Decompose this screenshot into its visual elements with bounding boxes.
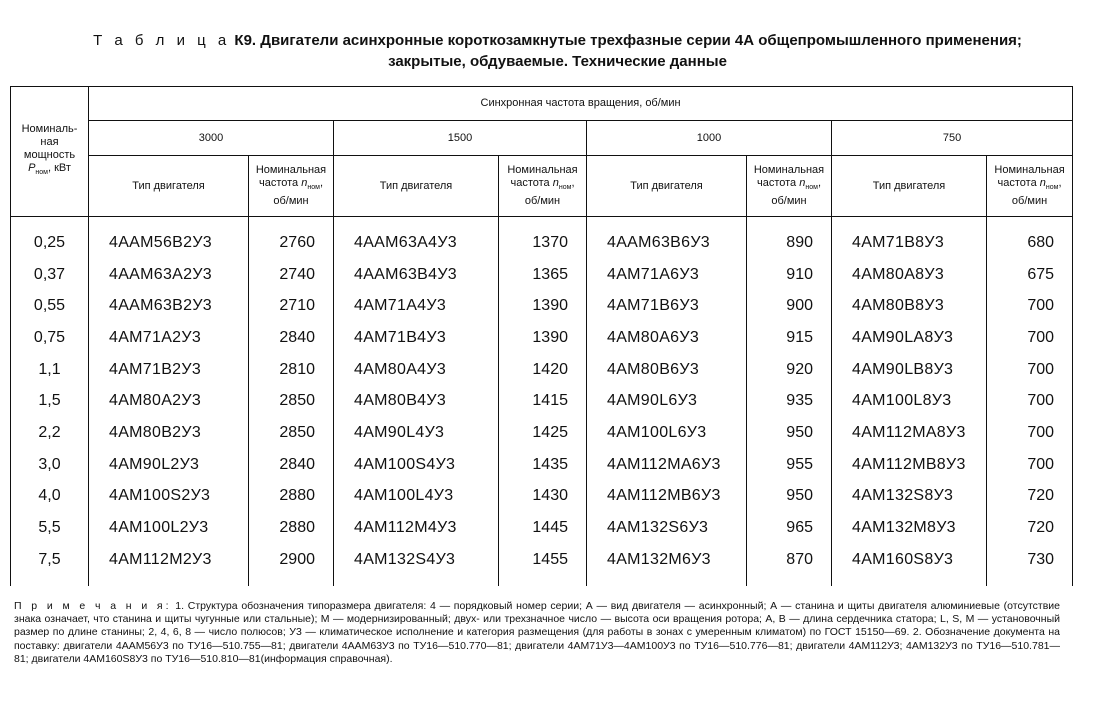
motor-type-cell: 4АМ80В6У3 — [587, 354, 747, 386]
nominal-speed-subscript: ном — [307, 184, 320, 192]
type-header-1500: Тип двигателя — [334, 156, 499, 217]
nominal-speed-word: частота — [259, 177, 299, 190]
nominal-speed-cell: 2900 — [249, 544, 334, 586]
nominal-speed-header-1500 — [499, 156, 587, 217]
nominal-speed-cell: 1365 — [499, 259, 587, 291]
type-header-3000: Тип двигателя — [89, 156, 249, 217]
power-header-line-2: ная — [40, 136, 59, 149]
motor-data-table — [10, 86, 1073, 586]
table-notes — [14, 600, 1060, 666]
motor-type-cell: 4АМ100L4У3 — [334, 481, 499, 513]
nominal-speed-cell: 2840 — [249, 322, 334, 354]
motor-type-cell: 4АМ112МВ6У3 — [587, 481, 747, 513]
nominal-speed-subscript: ном — [1045, 184, 1059, 192]
nominal-speed-cell: 700 — [987, 449, 1073, 481]
motor-type-cell: 4АМ132S8У3 — [832, 481, 987, 513]
table-row — [11, 544, 1073, 586]
table-row — [11, 417, 1073, 449]
motor-type-cell: 4АМ100S4У3 — [334, 449, 499, 481]
nominal-speed-unit: об/мин — [524, 194, 561, 207]
nominal-speed-header-1000 — [747, 156, 832, 217]
power-cell: 0,75 — [11, 322, 89, 354]
motor-type-cell: 4АМ90LB8У3 — [832, 354, 987, 386]
motor-type-cell: 4АМ71В8У3 — [832, 217, 987, 259]
nominal-speed-line-2: частота $n_{ном}$, — [757, 177, 821, 192]
nominal-speed-cell: 700 — [987, 290, 1073, 322]
speed-group-1500: 1500 — [334, 121, 587, 156]
nominal-speed-cell: 1420 — [499, 354, 587, 386]
nominal-speed-cell: 700 — [987, 385, 1073, 417]
nominal-speed-cell: 730 — [987, 544, 1073, 586]
nominal-speed-cell: 900 — [747, 290, 832, 322]
motor-type-cell: 4АМ80В4У3 — [334, 385, 499, 417]
nominal-speed-cell: 915 — [747, 322, 832, 354]
motor-type-cell: 4АМ132S4У3 — [334, 544, 499, 586]
nominal-speed-cell: 2880 — [249, 512, 334, 544]
speed-group-1000: 1000 — [587, 121, 832, 156]
power-cell: 2,2 — [11, 417, 89, 449]
motor-type-cell: 4ААМ63В2У3 — [89, 290, 249, 322]
motor-type-cell: 4АМ90L6У3 — [587, 385, 747, 417]
nominal-speed-cell: 955 — [747, 449, 832, 481]
speed-group-750: 750 — [832, 121, 1073, 156]
motor-type-cell: 4АМ100L8У3 — [832, 385, 987, 417]
motor-type-cell: 4АМ160S8У3 — [832, 544, 987, 586]
motor-type-cell: 4АМ71А6У3 — [587, 259, 747, 291]
nominal-speed-cell: 2850 — [249, 417, 334, 449]
nominal-speed-cell: 935 — [747, 385, 832, 417]
notes-label: П р и м е ч а н и я: — [14, 600, 172, 612]
nominal-speed-cell: 700 — [987, 322, 1073, 354]
nominal-speed-word: частота — [510, 177, 550, 190]
motor-type-cell: 4ААМ56В2У3 — [89, 217, 249, 259]
motor-type-cell: 4АМ112М4У3 — [334, 512, 499, 544]
table-header — [11, 87, 1073, 217]
power-unit: , кВт — [47, 162, 71, 175]
sync-speed-header: Синхронная частота вращения, об/мин — [89, 87, 1073, 121]
nominal-speed-cell: 2710 — [249, 290, 334, 322]
nominal-speed-cell: 2740 — [249, 259, 334, 291]
table-row — [11, 290, 1073, 322]
nominal-speed-header-750 — [987, 156, 1073, 217]
nominal-speed-line-2: частота $n_{ном}$, — [259, 177, 323, 192]
nominal-speed-cell: 2880 — [249, 481, 334, 513]
nominal-speed-unit: об/мин — [1011, 194, 1048, 207]
table-row — [11, 449, 1073, 481]
motor-type-cell: 4АМ90L4У3 — [334, 417, 499, 449]
power-header-line-1: Номиналь- — [21, 123, 78, 136]
power-cell: 0,55 — [11, 290, 89, 322]
power-cell: 4,0 — [11, 481, 89, 513]
table-row — [11, 354, 1073, 386]
nominal-speed-cell: 1435 — [499, 449, 587, 481]
title-text: К9. Двигатели асинхронные короткозамкнутые трехфазные серии 4А общепромышленного применения; — [234, 32, 1022, 49]
title-line-2: закрытые, обдуваемые. Технические данные — [388, 53, 727, 70]
nominal-speed-cell: 965 — [747, 512, 832, 544]
motor-type-cell: 4АМ100L2У3 — [89, 512, 249, 544]
nominal-speed-cell: 1445 — [499, 512, 587, 544]
title-line-1 — [0, 30, 1115, 51]
nominal-speed-cell: 1390 — [499, 290, 587, 322]
nominal-speed-line-1: Номинальная — [507, 164, 578, 177]
table-row — [11, 512, 1073, 544]
motor-type-cell: 4ААМ63В4У3 — [334, 259, 499, 291]
power-cell: 0,37 — [11, 259, 89, 291]
nominal-speed-cell: 2760 — [249, 217, 334, 259]
table-row — [11, 322, 1073, 354]
nominal-speed-cell: 720 — [987, 481, 1073, 513]
motor-type-cell: 4АМ80А4У3 — [334, 354, 499, 386]
table-row — [11, 259, 1073, 291]
title-prefix: Т а б л и ц а — [93, 32, 231, 49]
power-cell: 1,5 — [11, 385, 89, 417]
power-column-header — [11, 87, 89, 217]
nominal-speed-cell: 720 — [987, 512, 1073, 544]
nominal-speed-cell: 675 — [987, 259, 1073, 291]
nominal-speed-cell: 950 — [747, 481, 832, 513]
nominal-speed-symbol: n — [301, 177, 308, 190]
nominal-speed-cell: 680 — [987, 217, 1073, 259]
nominal-speed-subscript: ном — [805, 184, 818, 192]
nominal-speed-word: частота — [997, 177, 1037, 190]
nominal-speed-symbol: n — [1039, 177, 1046, 190]
nominal-speed-cell: 1370 — [499, 217, 587, 259]
nominal-speed-line-2: частота $n_{ном}$, — [510, 177, 575, 192]
speed-group-3000: 3000 — [89, 121, 334, 156]
motor-type-cell: 4АМ80А8У3 — [832, 259, 987, 291]
motor-type-cell: 4АМ71В4У3 — [334, 322, 499, 354]
motor-type-cell: 4АМ90LA8У3 — [832, 322, 987, 354]
nominal-speed-unit: об/мин — [273, 194, 309, 207]
nominal-speed-cell: 1430 — [499, 481, 587, 513]
motor-type-cell: 4АМ71В6У3 — [587, 290, 747, 322]
table-title — [0, 30, 1115, 72]
motor-type-cell: 4АМ100S2У3 — [89, 481, 249, 513]
nominal-speed-line-1: Номинальная — [255, 164, 327, 177]
table-row — [11, 481, 1073, 513]
motor-type-cell: 4АМ90L2У3 — [89, 449, 249, 481]
nominal-speed-cell: 2810 — [249, 354, 334, 386]
table-row — [11, 385, 1073, 417]
nominal-speed-cell: 890 — [747, 217, 832, 259]
nominal-speed-cell: 870 — [747, 544, 832, 586]
nominal-speed-word: частота — [757, 177, 797, 190]
power-symbol: P — [28, 162, 36, 175]
nominal-speed-cell: 2850 — [249, 385, 334, 417]
power-subscript: ном — [35, 169, 48, 177]
power-cell: 1,1 — [11, 354, 89, 386]
motor-type-cell: 4АМ80В2У3 — [89, 417, 249, 449]
notes-text: 1. Структура обозначения типоразмера двигателя: 4 — порядковый номер серии; А — вид двигателя — асинхронный; А — станина и щиты двигателя алюминиевые (отсутствие знака означает, что станина и щиты чугунные или стальные); М — модернизированный; двух- или трехзначное число — высота оси вращения ротора; А, В — длина сердечника статора; L, S, M — установочный размер по длине станины; 2, 4, 6, 8 — число полюсов; У3 — климатическое исполнение и категория размещения (для работы в зонах с умеренным климатом) по ГОСТ 15150—69. 2. Обозначение документа на поставку: двигатели 4ААМ56У3 по ТУ16—510.755—81; двигатели 4ААМ63У3 по ТУ16—510.770—81; двигатели 4АМ71У3—4АМ100У3 по ТУ16—510.776—81; двигатели 4АМ112У3; 4АМ132У3 по ТУ16—510.781—81; двигатели 4АМ160S8У3 по ТУ16—510.810—81(информация справочная). — [14, 600, 1060, 665]
type-header-750: Тип двигателя — [832, 156, 987, 217]
motor-type-cell: 4АМ112МА8У3 — [832, 417, 987, 449]
motor-type-cell: 4АМ80А6У3 — [587, 322, 747, 354]
nominal-speed-unit: об/мин — [771, 194, 807, 207]
type-header-1000: Тип двигателя — [587, 156, 747, 217]
power-cell: 0,25 — [11, 217, 89, 259]
table-body — [11, 217, 1073, 586]
nominal-speed-cell: 910 — [747, 259, 832, 291]
motor-type-cell: 4АМ71А2У3 — [89, 322, 249, 354]
nominal-speed-cell: 950 — [747, 417, 832, 449]
power-cell: 7,5 — [11, 544, 89, 586]
nominal-speed-cell: 1425 — [499, 417, 587, 449]
motor-type-cell: 4АМ132S6У3 — [587, 512, 747, 544]
nominal-speed-cell: 920 — [747, 354, 832, 386]
nominal-speed-symbol: n — [552, 177, 559, 190]
motor-type-cell: 4ААМ63А4У3 — [334, 217, 499, 259]
motor-type-cell: 4АМ112М2У3 — [89, 544, 249, 586]
nominal-speed-cell: 700 — [987, 354, 1073, 386]
nominal-speed-line-2: частота $n_{ном}$, — [997, 177, 1062, 192]
table-row — [11, 217, 1073, 259]
nominal-speed-cell: 1415 — [499, 385, 587, 417]
motor-type-cell: 4АМ80А2У3 — [89, 385, 249, 417]
power-cell: 5,5 — [11, 512, 89, 544]
nominal-speed-cell: 1455 — [499, 544, 587, 586]
power-header-line-3: мощность — [23, 149, 76, 162]
nominal-speed-cell: 2840 — [249, 449, 334, 481]
power-header-line-4 — [13, 162, 86, 179]
nominal-speed-line-1: Номинальная — [994, 164, 1065, 177]
motor-type-cell: 4ААМ63А2У3 — [89, 259, 249, 291]
nominal-speed-line-1: Номинальная — [753, 164, 825, 177]
motor-type-cell: 4ААМ63В6У3 — [587, 217, 747, 259]
power-cell: 3,0 — [11, 449, 89, 481]
motor-type-cell: 4АМ100L6У3 — [587, 417, 747, 449]
nominal-speed-symbol: n — [799, 177, 806, 190]
motor-type-cell: 4АМ132М6У3 — [587, 544, 747, 586]
nominal-speed-cell: 700 — [987, 417, 1073, 449]
motor-type-cell: 4АМ112МВ8У3 — [832, 449, 987, 481]
motor-type-cell: 4АМ112МА6У3 — [587, 449, 747, 481]
motor-type-cell: 4АМ80В8У3 — [832, 290, 987, 322]
nominal-speed-cell: 1390 — [499, 322, 587, 354]
motor-type-cell: 4АМ71В2У3 — [89, 354, 249, 386]
motor-type-cell: 4АМ71А4У3 — [334, 290, 499, 322]
nominal-speed-subscript: ном — [558, 184, 572, 192]
nominal-speed-header-3000 — [249, 156, 334, 217]
motor-type-cell: 4АМ132М8У3 — [832, 512, 987, 544]
